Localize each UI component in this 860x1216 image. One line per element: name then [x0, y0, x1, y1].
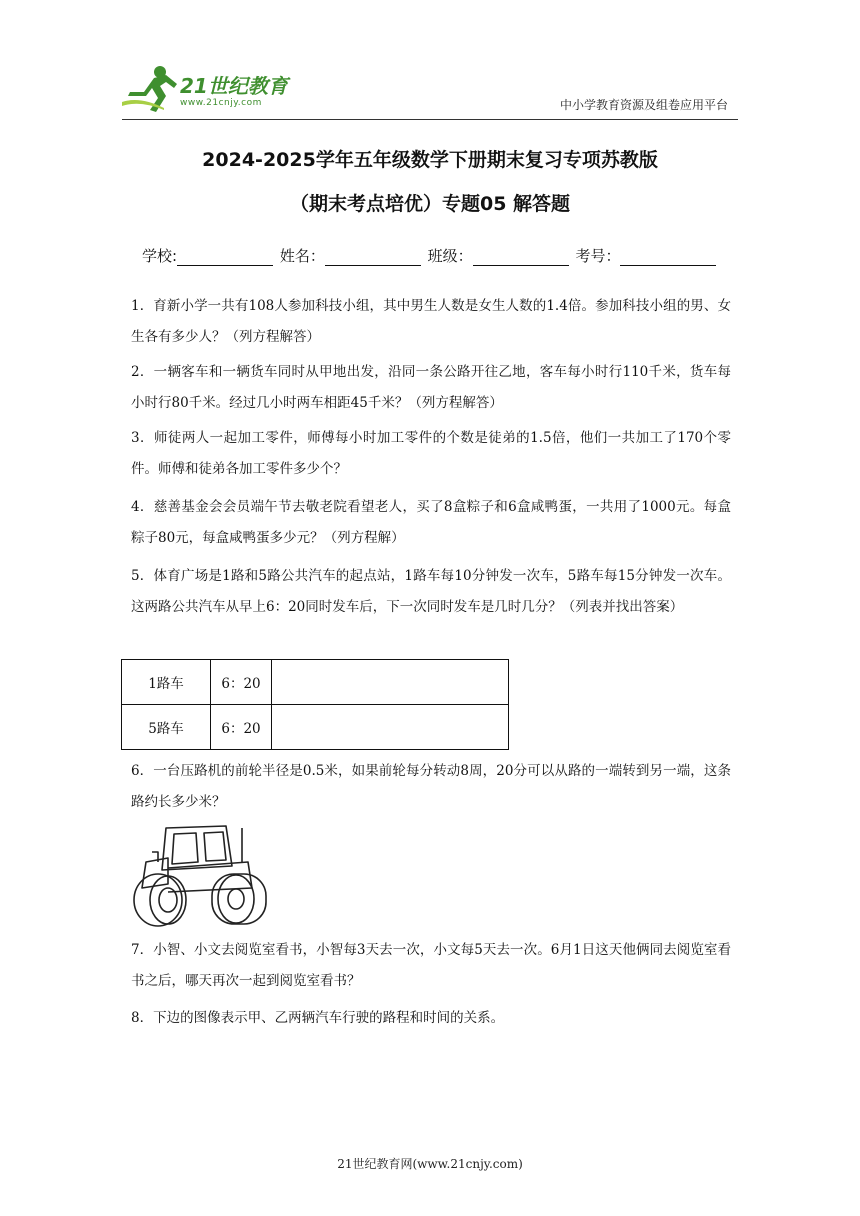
school-label: 学校:	[142, 247, 178, 265]
school-blank[interactable]	[177, 249, 273, 266]
bus-schedule-table	[121, 659, 509, 750]
logo-url: www.21cnjy.com	[180, 98, 262, 108]
table-row	[122, 660, 509, 705]
header-divider	[122, 119, 738, 120]
platform-label: 中小学教育资源及组卷应用平台	[559, 98, 728, 112]
time-cell: 6：20	[211, 705, 272, 750]
question-5	[131, 561, 731, 623]
question-2	[131, 357, 731, 419]
page-header	[0, 0, 860, 130]
runner-icon	[120, 62, 180, 118]
bus-cell: 5路车	[122, 705, 211, 750]
question-3	[131, 423, 731, 485]
exam-number-label: 考号：	[575, 247, 621, 265]
time-cell: 6：20	[211, 660, 272, 705]
answer-cell[interactable]	[272, 660, 509, 705]
page-title: 2024-2025学年五年级数学下册期末复习专项苏教版	[202, 149, 658, 171]
logo-text: 21世纪教育	[180, 74, 288, 98]
student-info-line	[142, 245, 718, 266]
question-text: 3．师徒两人一起加工零件，师傅每小时加工零件的个数是徒弟的1.5倍，他们一共加工了170个零件。师傅和徒弟各加工零件多少个？	[131, 430, 731, 477]
name-label: 姓名：	[279, 247, 325, 265]
question-text: 4．慈善基金会会员端午节去敬老院看望老人，买了8盒粽子和6盒咸鸭蛋，一共用了1000元。每盒粽子80元，每盒咸鸭蛋多少元？（列方程解）	[131, 499, 731, 546]
bus-cell: 1路车	[122, 660, 211, 705]
page-footer: 21世纪教育网(www.21cnjy.com)	[337, 1157, 523, 1171]
road-roller-image	[128, 822, 278, 930]
question-4	[131, 492, 731, 554]
class-label: 班级：	[427, 247, 473, 265]
question-text: 5．体育广场是1路和5路公共汽车的起点站，1路车每10分钟发一次车，5路车每15分钟发一次车。这两路公共汽车从早上6：20同时发车后，下一次同时发车是几时几分？（列表并找出答案）	[131, 568, 731, 615]
question-8	[131, 1003, 731, 1034]
question-text: 8．下边的图像表示甲、乙两辆汽车行驶的路程和时间的关系。	[131, 1010, 505, 1026]
table-row	[122, 705, 509, 750]
question-text: 2．一辆客车和一辆货车同时从甲地出发，沿同一条公路开往乙地，客车每小时行110千米，货车每小时行80千米。经过几小时两车相距45千米？（列方程解答）	[131, 364, 731, 411]
question-1	[131, 291, 731, 353]
question-7	[131, 935, 731, 997]
name-blank[interactable]	[325, 249, 421, 266]
question-6	[131, 756, 731, 818]
answer-cell[interactable]	[272, 705, 509, 750]
logo	[120, 62, 320, 118]
question-text: 6．一台压路机的前轮半径是0.5米，如果前轮每分转动8周，20分可以从路的一端转到另一端，这条路约长多少米？	[131, 763, 731, 810]
exam-number-blank[interactable]	[620, 249, 716, 266]
page-subtitle: （期末考点培优）专题05 解答题	[289, 193, 571, 215]
question-text: 1．育新小学一共有108人参加科技小组，其中男生人数是女生人数的1.4倍。参加科技小组的男、女生各有多少人？（列方程解答）	[131, 298, 731, 345]
class-blank[interactable]	[473, 249, 569, 266]
question-text: 7．小智、小文去阅览室看书，小智每3天去一次，小文每5天去一次。6月1日这天他俩同去阅览室看书之后，哪天再次一起到阅览室看书？	[131, 942, 731, 989]
